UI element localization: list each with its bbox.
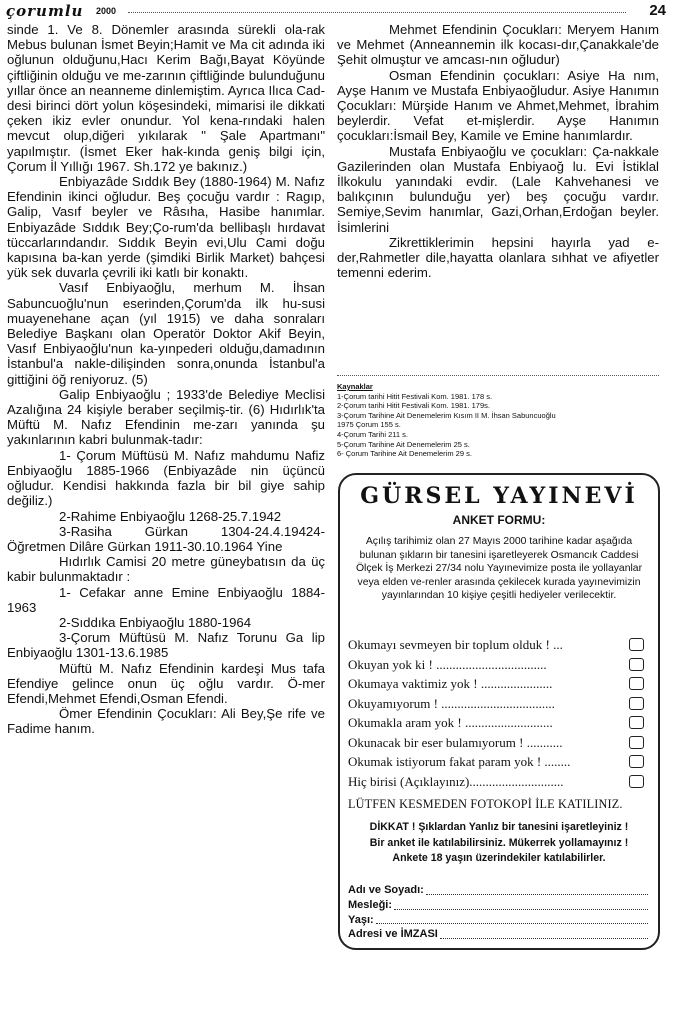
- survey-option: [348, 694, 648, 714]
- article-paragraph: Vasıf Enbiyaoğlu, merhum M. İhsan Sabuncuoğlu'nun eserinden,Çorum'da ilk hu-susi muayenehane açan (yıl 1915) ve daha sonraları Belediye Başkanı olan Operatör Doktor Akif Beyin, Vasıf Enbiyaoğlu'nun ka-yınpederi olduğu,damadının İstanbul'a nakle-dilişinden sonra,onunda İstanbul'a gittiğini öğ reniyoruz. (5): [7, 280, 325, 387]
- survey-option-checkbox[interactable]: [629, 716, 644, 729]
- source-item: 1-Çorum tarihi Hitit Festivali Kom. 1981. 178 s.: [337, 391, 493, 401]
- survey-options: [348, 635, 648, 791]
- header-dotted-rule: [128, 12, 626, 13]
- survey-option: [348, 635, 648, 655]
- survey-option: [348, 655, 648, 675]
- survey-option-label: Hiç birisi (Açıklayınız).............................: [348, 773, 564, 789]
- article-paragraph: Osman Efendinin çocukları: Asiye Ha nım, Ayşe Hanım ve Mustafa Enbiyaoğludur. Asiye Hanımın Çocukları: Mürşide Hanım ve Ahmet,Mehmet, İbrahim beylerdir. Vefat et-mişlerdir. Ayşe Hanımın çocukları:İsmail Bey, Kamile ve Emine hanımlardır.: [337, 67, 659, 144]
- contact-field-blank[interactable]: [426, 894, 648, 895]
- sources-list: [337, 392, 659, 459]
- article-paragraph: Mustafa Enbiyaoğlu ve çocukları: Ça-nakkale Gazilerinden olan Mustafa Enbiyaoğ lu. Evi İstiklal İlkokulu yanındaki evdir. (Lale Kahvehanesi ve balıkçının bulunduğu yer) beş çocuğu vardır. Semiye,Sevim hanımlar, Gazi,Orhan,Erdoğan beyler. İsimlerini: [337, 143, 659, 235]
- article-paragraph: 3-Rasiha Gürkan 1304-24.4.19424-Öğretmen Dilâre Gürkan 1911-30.10.1964 Yine: [7, 523, 325, 554]
- contact-field-label: Yaşı:: [348, 913, 374, 926]
- notice-line: DİKKAT ! Şıklardan Yanlız bir tanesini işaretleyiniz !: [369, 821, 629, 833]
- contact-fields: [348, 883, 648, 942]
- survey-option: [348, 772, 648, 792]
- notice-line: Bir anket ile katılabilirsiniz. Mükerrek yollamayınız !: [369, 836, 629, 849]
- survey-option-checkbox[interactable]: [629, 677, 644, 690]
- photocopy-warning: LÜTFEN KESMEDEN FOTOKOPİ İLE KATILINIZ.: [348, 797, 623, 811]
- contact-field: [348, 898, 648, 913]
- survey-option-checkbox[interactable]: [629, 736, 644, 749]
- publisher-logo: GÜRSEL YAYINEVİ: [360, 483, 638, 509]
- article-paragraph: 1- Cefakar anne Emine Enbiyaoğlu 1884-1963: [7, 584, 325, 615]
- contact-field-blank[interactable]: [394, 909, 648, 910]
- sources-title: Kaynaklar: [337, 382, 373, 391]
- source-item: 1975 Çorum 155 s.: [337, 420, 401, 430]
- article-paragraph: Zikrettiklerimin hepsini hayırla yad e-der,Rahmetler dile,hayatta olanlara sıhhat ve afiyetler temenni ederim.: [337, 234, 659, 281]
- contact-field-label: Adı ve Soyadı:: [348, 884, 424, 896]
- survey-option-checkbox[interactable]: [629, 697, 644, 710]
- article-paragraph: sinde 1. Ve 8. Dönemler arasında sürekli ola-rak Mebus bulunan İsmet Beyin;Hamit ve Ma cit adında iki oğlunun olduğunu,Hacı Kerim Bağı,Bayat Köyünde çiftliğinin olduğu ve me-zarının çiftliğinde bulunduğunu yıllar önce an neanneme dinlemiştim. Ayrıca Ilıca Cad-desi birinci dört yolun köşesindeki, mimarisi ile dikkati çeken ikiz evler onundur. Yol kena-rındaki halen mevcut olup,diğeri yıkılarak " Şale Apartmanı" yapılmıştır. (İsmet Eker hak-kında geniş bilgi için, Çorum İl Yıllığı 1967. Sh.172 ye bakınız.): [7, 22, 325, 174]
- survey-option: [348, 713, 648, 733]
- article-paragraph: Hıdırlık Camisi 20 metre güneybatısın da üç kabir bulunmaktadır :: [7, 554, 325, 585]
- article-paragraph: Enbiyazâde Sıddık Bey (1880-1964) M. Nafız Efendinin ikinci oğludur. Beş çocuğu vardır : Ragıp, Galip, Vasıf beyler ve Râsıha, Hasibe hanımlar. Enbiyazâde Sıddık Bey;Ço-rum'da bellibaşlı hırdavat tüccarlarındandır. Sıddık Beyin evi,Ulu Cami doğu kapısına ba-kan yerde (şimdiki Birlik Market) bahçesi yük sek duvarla çevrili iki katlı bir konaktı.: [7, 174, 325, 281]
- source-item: 4-Çorum Tarihi 211 s.: [337, 429, 409, 439]
- source-item: 3-Çorum Tarihine Ait Denemelerim Kısım II M. İhsan Sabuncuoğlu: [337, 410, 556, 420]
- article-paragraph: 2-Rahime Enbiyaoğlu 1268-25.7.1942: [59, 508, 282, 524]
- survey-title: ANKET FORMU:: [452, 513, 546, 527]
- source-item: 5-Çorum Tarihine Ait Denemelerim 25 s.: [337, 439, 470, 449]
- survey-option: [348, 674, 648, 694]
- survey-option: [348, 752, 648, 772]
- article-paragraph: Mehmet Efendinin Çocukları: Meryem Hanım ve Mehmet (Anneannemin ilk kocası-dır,Çanakkale'de Şehit olmuştur ve amcası-nın oğludur): [337, 22, 659, 68]
- contact-field-blank[interactable]: [440, 938, 648, 939]
- left-article-column: [7, 22, 325, 737]
- survey-notice: [346, 820, 652, 867]
- survey-option: [348, 733, 648, 753]
- survey-intro: Açılış tarihimiz olan 27 Mayıs 2000 tarihine kadar aşağıda bulunan şıkların bir tanesini işaretleyerek Osmancık Caddesi Ölçek İş Merkezi 27/34 nolu Yayınevimize posta ile yollayanlar veya elden ve-renler arasında çekilecek kurada yayınevimizin yayınlarından 10 kişiye çeşitli hediyeler verilecektir.: [355, 536, 643, 601]
- survey-option-label: Okuyan yok ki ! ..................................: [348, 656, 547, 672]
- survey-option-checkbox[interactable]: [629, 755, 644, 768]
- issue-year: 2000: [96, 6, 117, 16]
- right-article-column: [337, 22, 659, 280]
- source-item: 6- Çorum Tarihine Ait Denemelerim 29 s.: [337, 449, 472, 459]
- survey-option-label: Okunacak bir eser bulamıyorum ! ...........: [348, 734, 563, 750]
- article-paragraph: 1- Çorum Müftüsü M. Nafız mahdumu Nafiz Enbiyaoğlu 1885-1966 (Enbiyazâde nin üçüncü oğludur. Kendisi hakkında fazla bir bil giye sahip değiliz.): [7, 447, 325, 509]
- survey-option-checkbox[interactable]: [629, 775, 644, 788]
- survey-option-checkbox[interactable]: [629, 658, 644, 671]
- survey-option-label: Okumak istiyorum fakat param yok ! ........: [348, 754, 571, 769]
- sources-divider: [337, 375, 659, 376]
- contact-field: [348, 927, 648, 942]
- survey-option-label: Okumaya vaktimiz yok ! ......................: [348, 676, 553, 691]
- article-paragraph: 2-Sıddıka Enbiyaoğlu 1880-1964: [59, 614, 252, 630]
- survey-option-label: Okumayı sevmeyen bir toplum olduk ! ...: [348, 637, 563, 652]
- survey-option-label: Okuyamıyorum ! ...................................: [348, 695, 555, 711]
- masthead: çorumlu: [6, 2, 84, 20]
- article-paragraph: 3-Çorum Müftüsü M. Nafız Torunu Ga lip Enbiyaoğlu 1301-13.6.1985: [7, 630, 325, 661]
- contact-field: [348, 913, 648, 928]
- contact-field-label: Adresi ve İMZASI: [348, 928, 438, 941]
- survey-form: [338, 473, 660, 950]
- page-number: 24: [649, 2, 666, 19]
- contact-field-label: Mesleği:: [348, 898, 393, 911]
- article-paragraph: Müftü M. Nafız Efendinin kardeşi Mus tafa Efendiye gelince onun üç oğlu vardır. Ö-mer Efendi,Mehmet Efendi,Osman Efendi.: [7, 660, 325, 706]
- source-item: 2-Çorum tarihi Hitit Festivali Kom. 1981. 179s.: [337, 401, 490, 411]
- notice-line: Ankete 18 yaşın üzerindekiler katılabilirler.: [392, 852, 606, 864]
- article-paragraph: Galip Enbiyaoğlu ; 1933'de Belediye Meclisi Azalığına 24 kişiyle beraber seçilmiş-tir. (6) Hıdırlık'ta Müftü M. Nafız Efendinin me-zarı yanında şu yakınlarının kabri bulunmak-tadır:: [7, 386, 325, 448]
- contact-field-blank[interactable]: [376, 923, 648, 924]
- sources-section: [337, 375, 659, 459]
- page-header: [6, 2, 666, 20]
- contact-field: [348, 883, 648, 898]
- article-paragraph: Ömer Efendinin Çocukları: Ali Bey,Şe rife ve Fadime hanım.: [7, 706, 325, 737]
- survey-option-label: Okumakla aram yok ! ...........................: [348, 715, 553, 730]
- survey-option-checkbox[interactable]: [629, 638, 644, 651]
